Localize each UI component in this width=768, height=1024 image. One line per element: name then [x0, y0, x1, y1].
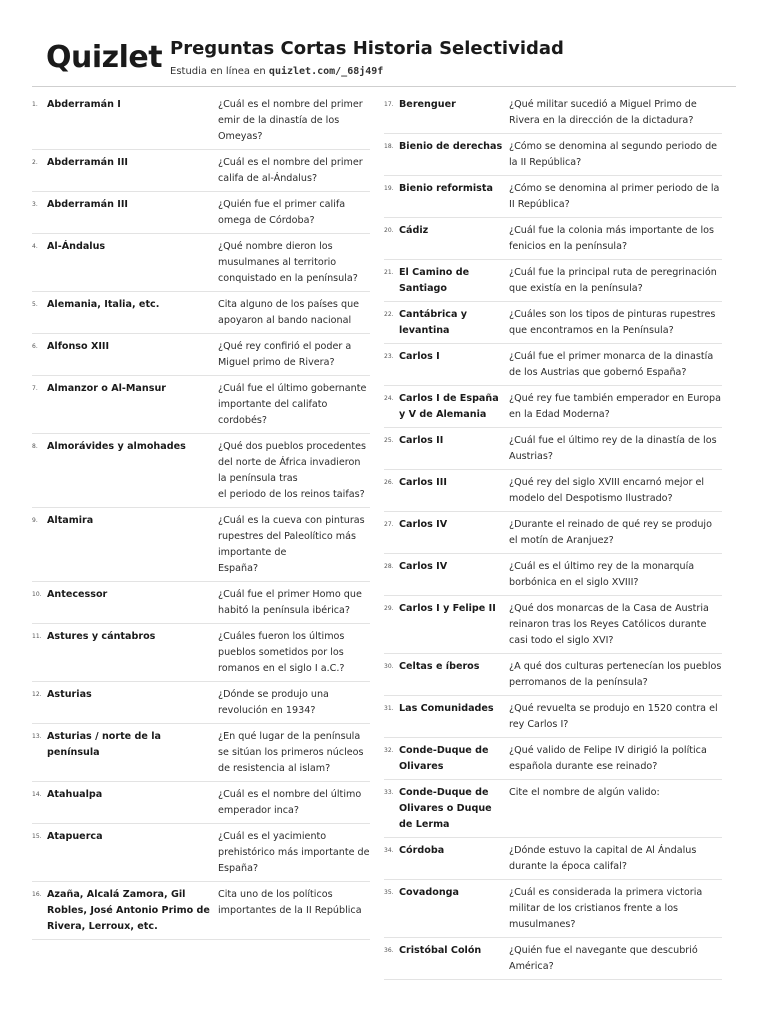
definition-text: ¿Qué rey fue también emperador en Europa en la Edad Moderna?	[509, 393, 721, 420]
term-row	[384, 780, 722, 838]
term-row	[32, 334, 370, 376]
term-text: Alemania, Italia, etc.	[47, 299, 160, 310]
term-number: 13.	[32, 733, 42, 740]
definition-text: ¿A qué dos culturas pertenecían los pueblos perromanos de la península?	[509, 661, 722, 688]
term-number: 2.	[32, 159, 38, 166]
term-number: 24.	[384, 395, 394, 402]
term-text: Almorávides y almohades	[47, 441, 186, 452]
term-row	[384, 92, 722, 134]
term-row	[32, 434, 370, 508]
definition-text: ¿Qué militar sucedió a Miguel Primo de Rivera en la dirección de la dictadura?	[509, 99, 697, 126]
definition-text: Cite el nombre de algún valido:	[509, 787, 660, 798]
definition-text: ¿Cuál fue el último rey de la dinastía de los Austrias?	[509, 435, 717, 462]
definition-text: Cita uno de los políticos importantes de la II República	[218, 889, 362, 916]
term-number: 3.	[32, 201, 38, 208]
term-number: 20.	[384, 227, 394, 234]
term-number: 26.	[384, 479, 394, 486]
definition-text: ¿Cuál fue el primer monarca de la dinastía de los Austrias que gobernó España?	[509, 351, 714, 378]
term-row	[32, 824, 370, 882]
term-text: Astures y cántabros	[47, 631, 156, 642]
term-number: 23.	[384, 353, 394, 360]
term-row	[32, 234, 370, 292]
definition-text: ¿Cuál fue la principal ruta de peregrinación que existía en la península?	[509, 267, 717, 294]
definition-text: ¿Quién fue el navegante que descubrió América?	[509, 945, 698, 972]
definition-text: ¿En qué lugar de la península se sitúan los primeros núcleos de resistencia al islam?	[218, 731, 364, 774]
term-text: Abderramán III	[47, 157, 128, 168]
term-row	[32, 150, 370, 192]
definition-text: ¿Durante el reinado de qué rey se produjo el motín de Aranjuez?	[509, 519, 712, 546]
definition-text: ¿Dónde estuvo la capital de Al Ándalus durante la época califal?	[509, 845, 697, 872]
term-row	[384, 344, 722, 386]
term-number: 15.	[32, 833, 42, 840]
term-text: Conde-Duque de Olivares o Duque de Lerma	[399, 787, 492, 830]
term-number: 30.	[384, 663, 394, 670]
quizlet-url-link[interactable]: quizlet.com/_68j49f	[268, 66, 384, 77]
term-row	[32, 508, 370, 582]
term-text: Carlos III	[399, 477, 447, 488]
definition-text: ¿Quién fue el primer califa omega de Córdoba?	[218, 199, 346, 226]
definition-text: ¿Dónde se produjo una revolución en 1934?	[218, 689, 329, 716]
definition-text: ¿Qué valido de Felipe IV dirigió la política española durante ese reinado?	[509, 745, 707, 772]
term-row	[384, 738, 722, 780]
definition-text: ¿Cuál fue la colonia más importante de los fenicios en la península?	[509, 225, 715, 252]
term-text: Carlos IV	[399, 561, 448, 572]
term-row	[384, 880, 722, 938]
term-number: 22.	[384, 311, 394, 318]
quizlet-logo: Quizlet	[46, 40, 163, 75]
term-text: Cristóbal Colón	[399, 945, 482, 956]
term-row	[384, 654, 722, 696]
definition-text: ¿Cómo se denomina al primer periodo de la II República?	[509, 183, 720, 210]
definition-text: ¿Cuál es considerada la primera victoria militar de los cristianos frente a los musulmanes?	[509, 887, 703, 930]
definition-text: ¿Cuál es el yacimiento prehistórico más importante de España?	[218, 831, 370, 874]
term-number: 25.	[384, 437, 394, 444]
term-text: Covadonga	[399, 887, 459, 898]
term-row	[384, 512, 722, 554]
term-number: 28.	[384, 563, 394, 570]
term-row	[32, 292, 370, 334]
definition-text: ¿Cómo se denomina al segundo periodo de la II República?	[509, 141, 718, 168]
definition-text: ¿Cuál es la cueva con pinturas rupestres del Paleolítico más importante de España?	[218, 515, 365, 574]
term-text: Altamira	[47, 515, 94, 526]
term-text: Abderramán I	[47, 99, 121, 110]
subtitle	[170, 66, 383, 77]
term-number: 31.	[384, 705, 394, 712]
term-number: 21.	[384, 269, 394, 276]
definition-text: ¿Qué rey confirió el poder a Miguel primo de Rivera?	[218, 341, 352, 368]
term-row	[32, 782, 370, 824]
term-row	[384, 838, 722, 880]
term-row	[32, 192, 370, 234]
term-number: 11.	[32, 633, 42, 640]
term-number: 8.	[32, 443, 38, 450]
term-text: Al-Ándalus	[47, 241, 106, 252]
term-number: 36.	[384, 947, 394, 954]
term-row	[384, 386, 722, 428]
term-number: 16.	[32, 891, 42, 898]
definition-text: ¿Cuál fue el primer Homo que habitó la península ibérica?	[218, 589, 362, 616]
term-number: 14.	[32, 791, 42, 798]
term-text: Asturias / norte de la península	[47, 731, 162, 758]
term-number: 6.	[32, 343, 38, 350]
term-row	[32, 582, 370, 624]
term-number: 18.	[384, 143, 394, 150]
term-number: 4.	[32, 243, 38, 250]
term-row	[384, 696, 722, 738]
right-column	[384, 92, 722, 980]
term-row	[384, 938, 722, 980]
definition-text: ¿Cuáles son los tipos de pinturas rupestres que encontramos en la Península?	[509, 309, 716, 336]
term-number: 12.	[32, 691, 42, 698]
term-text: Berenguer	[399, 99, 456, 110]
definition-text: ¿Cuál es el nombre del primer emir de la dinastía de los Omeyas?	[218, 99, 363, 142]
term-row	[384, 134, 722, 176]
term-row	[384, 596, 722, 654]
term-number: 7.	[32, 385, 38, 392]
term-number: 34.	[384, 847, 394, 854]
term-text: Carlos IV	[399, 519, 448, 530]
term-number: 35.	[384, 889, 394, 896]
term-text: Antecessor	[47, 589, 108, 600]
term-row	[32, 92, 370, 150]
term-number: 5.	[32, 301, 38, 308]
term-row	[384, 470, 722, 512]
document-title: Preguntas Cortas Historia Selectividad	[170, 38, 564, 59]
term-text: Bienio reformista	[399, 183, 493, 194]
term-text: Alfonso XIII	[47, 341, 110, 352]
definition-text: ¿Cuál fue el último gobernante importante del califato cordobés?	[218, 383, 367, 426]
definition-text: ¿Qué revuelta se produjo en 1520 contra el rey Carlos I?	[509, 703, 718, 730]
definition-text: ¿Cuáles fueron los últimos pueblos sometidos por los romanos en el siglo I a.C.?	[218, 631, 345, 674]
term-text: Atapuerca	[47, 831, 103, 842]
term-row	[384, 428, 722, 470]
term-text: Cantábrica y levantina	[399, 309, 468, 336]
term-number: 10.	[32, 591, 42, 598]
subtitle-prefix: Estudia en línea en	[170, 66, 266, 77]
term-row	[384, 554, 722, 596]
term-number: 9.	[32, 517, 38, 524]
term-row	[384, 302, 722, 344]
term-text: Carlos II	[399, 435, 444, 446]
definition-text: ¿Qué rey del siglo XVIII encarnó mejor el modelo del Despotismo Ilustrado?	[509, 477, 705, 504]
term-number: 19.	[384, 185, 394, 192]
term-row	[384, 176, 722, 218]
term-row	[32, 376, 370, 434]
header-divider	[32, 86, 736, 87]
term-row	[32, 682, 370, 724]
term-text: Almanzor o Al-Mansur	[47, 383, 167, 394]
definition-text: ¿Cuál es el nombre del último emperador inca?	[218, 789, 362, 816]
definition-text: ¿Qué nombre dieron los musulmanes al territorio conquistado en la península?	[218, 241, 358, 284]
term-number: 1.	[32, 101, 38, 108]
definition-text: ¿Cuál es el último rey de la monarquía borbónica en el siglo XVIII?	[509, 561, 695, 588]
term-text: Carlos I y Felipe II	[399, 603, 496, 614]
term-text: Bienio de derechas	[399, 141, 503, 152]
term-number: 29.	[384, 605, 394, 612]
term-text: Celtas e íberos	[399, 661, 480, 672]
term-number: 32.	[384, 747, 394, 754]
term-number: 33.	[384, 789, 394, 796]
term-number: 17.	[384, 101, 394, 108]
term-text: Cádiz	[399, 225, 429, 236]
definition-text: ¿Cuál es el nombre del primer califa de al-Ándalus?	[218, 157, 363, 184]
term-row	[384, 260, 722, 302]
definition-text: ¿Qué dos pueblos procedentes del norte de África invadieron la península tras el periodo de los reinos taifas?	[218, 441, 367, 500]
term-text: Abderramán III	[47, 199, 128, 210]
term-row	[32, 724, 370, 782]
term-text: Córdoba	[399, 845, 445, 856]
term-text: Carlos I	[399, 351, 440, 362]
definition-text: Cita alguno de los países que apoyaron al bando nacional	[218, 299, 360, 326]
left-column	[32, 92, 370, 940]
term-text: Carlos I de España y V de Alemania	[399, 393, 499, 420]
term-text: Asturias	[47, 689, 92, 700]
definition-text: ¿Qué dos monarcas de la Casa de Austria reinaron tras los Reyes Católicos durante casi todo el siglo XVI?	[509, 603, 709, 646]
term-text: Azaña, Alcalá Zamora, Gil Robles, José Antonio Primo de Rivera, Lerroux, etc.	[47, 889, 210, 932]
term-row	[32, 624, 370, 682]
term-text: Las Comunidades	[399, 703, 494, 714]
term-number: 27.	[384, 521, 394, 528]
term-text: Conde-Duque de Olivares	[399, 745, 489, 772]
term-text: El Camino de Santiago	[399, 267, 470, 294]
term-row	[384, 218, 722, 260]
term-text: Atahualpa	[47, 789, 103, 800]
term-row	[32, 882, 370, 940]
